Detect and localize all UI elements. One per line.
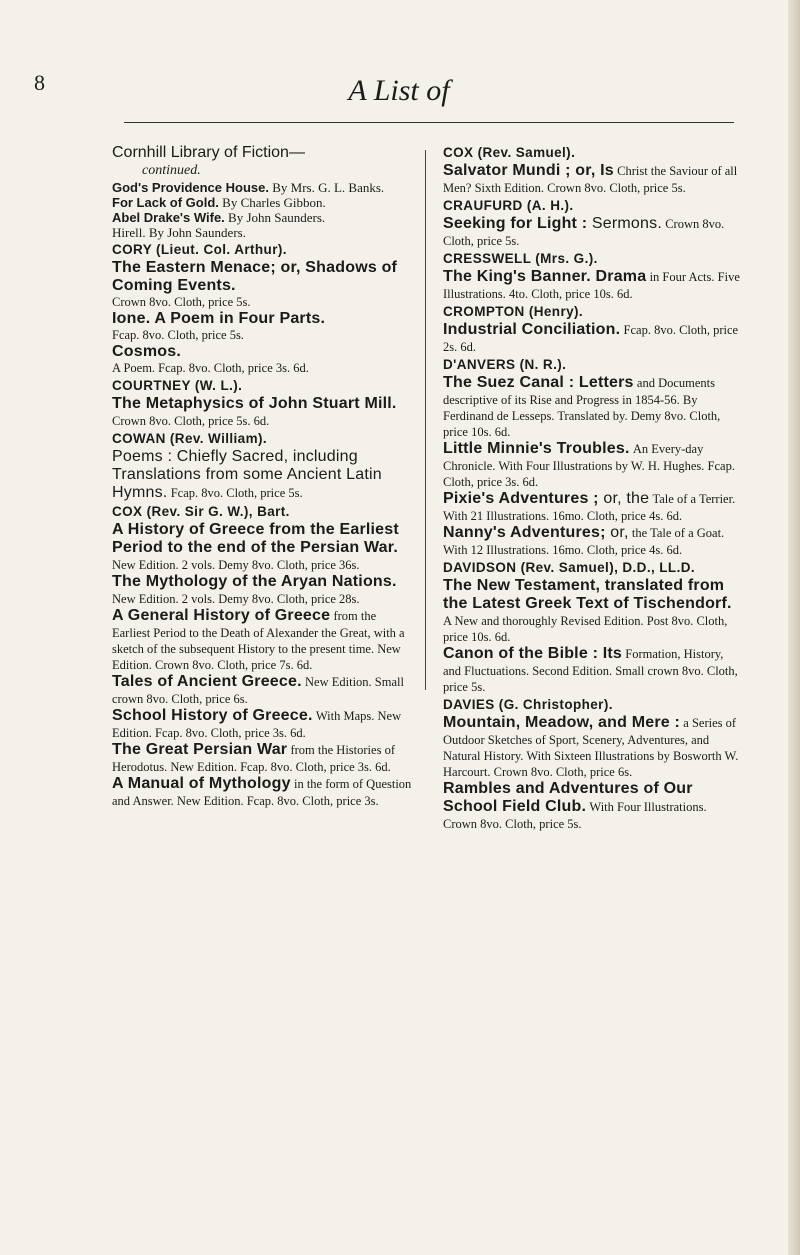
work-description: A Poem. Fcap. 8vo. Cloth, price 3s. 6d.	[112, 361, 309, 375]
work-description: Fcap. 8vo. Cloth, price 5s.	[170, 486, 303, 500]
column-divider	[425, 150, 426, 690]
work-title: Canon of the Bible :	[443, 645, 599, 662]
fiction-entry	[112, 195, 412, 210]
work-description: from the Earliest Period to the Death of Alexander the Great, with a sketch of the subsequent History to the present time. New Edition. Crown 8vo. Cloth, price 7s. 6d.	[112, 609, 405, 672]
work-title-rest: or, the	[598, 490, 650, 507]
work-title-rest: Sermons.	[587, 215, 662, 232]
fiction-entry	[112, 180, 412, 195]
work-description: A New and thoroughly Revised Edition. Post 8vo. Cloth, price 10s. 6d.	[443, 614, 728, 644]
work-description: Fcap. 8vo. Cloth, price 5s.	[112, 328, 244, 342]
author-heading: CROMPTON (Henry).	[443, 304, 584, 319]
work-title: The Suez Canal :	[443, 374, 575, 391]
author-heading: COX (Rev. Sir G. W.), Bart.	[112, 504, 290, 519]
work-title: Rambles and Adventures of Our School Field Club.	[443, 780, 693, 815]
fiction-entry	[112, 225, 412, 240]
entry-author: By Charles Gibbon.	[218, 195, 326, 210]
work-description: New Edition. 2 vols. Demy 8vo. Cloth, price 36s.	[112, 558, 360, 572]
work-description: Crown 8vo. Cloth, price 5s.	[112, 295, 251, 309]
work-title: Tales of Ancient Greece.	[112, 673, 302, 690]
section-title: Cornhill Library of Fiction—	[112, 144, 305, 161]
work-title-rest: Letters	[574, 374, 634, 391]
entry-author: By John Saunders.	[145, 225, 246, 240]
entry-title: For Lack of Gold.	[112, 195, 219, 210]
author-heading: CRESSWELL (Mrs. G.).	[443, 251, 598, 266]
work-title: Little Minnie's Troubles.	[443, 440, 630, 457]
page-number: 8	[34, 70, 45, 95]
work-title: The Mythology of the Aryan Nations.	[112, 573, 397, 590]
entry-title: Abel Drake's Wife.	[112, 210, 225, 225]
header-rule	[124, 122, 734, 123]
work-description: Crown 8vo. Cloth, price 5s. 6d.	[112, 414, 270, 428]
author-heading: D'ANVERS (N. R.).	[443, 357, 567, 372]
page-edge	[788, 0, 800, 1255]
entry-author: By Mrs. G. L. Banks.	[268, 180, 385, 195]
work-description: Crown 8vo. Cloth, price 5s.	[443, 217, 725, 248]
author-heading: DAVIES (G. Christopher).	[443, 697, 613, 712]
running-head: A List of	[348, 74, 450, 107]
fiction-entry	[112, 210, 412, 225]
work-title: Cosmos.	[112, 343, 181, 360]
work-title-rest: Its	[598, 645, 623, 662]
left-column	[112, 143, 412, 809]
author-heading: COX (Rev. Samuel).	[443, 145, 576, 160]
page-header	[34, 70, 764, 130]
work-title-rest: or,	[605, 524, 629, 541]
right-column	[443, 143, 740, 832]
work-title: Nanny's Adventures;	[443, 524, 606, 541]
work-title: Salvator Mundi ; or, Is	[443, 162, 614, 179]
work-description: Fcap. 8vo. Cloth, price 2s. 6d.	[443, 323, 739, 354]
work-description: With Maps. New Edition. Fcap. 8vo. Cloth, price 3s. 6d.	[112, 709, 402, 740]
work-title: School History of Greece.	[112, 707, 313, 724]
work-title: Mountain, Meadow, and Mere :	[443, 714, 681, 731]
work-title: A General History of Greece	[112, 607, 331, 624]
work-description: in the form of Question and Answer. New Edition. Fcap. 8vo. Cloth, price 3s.	[112, 777, 412, 808]
work-title: Poems : Chiefly Sacred, including Translations from some Ancient Latin Hymns.	[112, 448, 382, 501]
author-heading: DAVIDSON (Rev. Samuel), D.D., LL.D.	[443, 560, 696, 575]
work-title: The New Testament, translated from the Latest Greek Text of Tischendorf.	[443, 577, 732, 612]
work-description: Formation, History, and Fluctuations. Second Edition. Small crown 8vo. Cloth, price 5s.	[443, 647, 738, 694]
work-title: A Manual of Mythology	[112, 775, 291, 792]
work-title: Industrial Conciliation.	[443, 321, 621, 338]
work-description: from the Histories of Herodotus. New Edition. Fcap. 8vo. Cloth, price 3s. 6d.	[112, 743, 395, 774]
work-title: Seeking for Light :	[443, 215, 588, 232]
work-title-rest: Drama	[590, 268, 647, 285]
work-description: An Every-day Chronicle. With Four Illustrations by W. H. Hughes. Fcap. Cloth, price 3s. 6d.	[443, 442, 735, 489]
entry-author: By John Saunders.	[224, 210, 326, 225]
work-title: Ione. A Poem in Four Parts.	[112, 310, 326, 327]
work-description: and Documents descriptive of its Rise and Progress in 1854-56. By Ferdinand de Lesseps. Translated by. Demy 8vo. Cloth, price 10s. 6d.	[443, 376, 721, 439]
work-description: Christ the Saviour of all Men? Sixth Edition. Crown 8vo. Cloth, price 5s.	[443, 164, 738, 195]
work-description: in Four Acts. Five Illustrations. 4to. Cloth, price 10s. 6d.	[443, 270, 740, 301]
author-heading: COWAN (Rev. William).	[112, 431, 268, 446]
work-title: The King's Banner.	[443, 268, 591, 285]
work-description: With Four Illustrations. Crown 8vo. Cloth, price 5s.	[443, 800, 707, 831]
entry-title: Hirell.	[112, 225, 146, 240]
section-continued: continued.	[142, 163, 201, 178]
work-description: New Edition. Small crown 8vo. Cloth, price 6s.	[112, 675, 404, 706]
work-title: The Eastern Menace; or, Shadows of Coming Events.	[112, 259, 398, 294]
work-description: the Tale of a Goat. With 12 Illustrations. 16mo. Cloth, price 4s. 6d.	[443, 526, 725, 557]
work-title: A History of Greece from the Earliest Period to the end of the Persian War.	[112, 521, 399, 556]
work-title: The Great Persian War	[112, 741, 288, 758]
work-description: a Series of Outdoor Sketches of Sport, Scenery, Adventures, and Natural History. With Sixteen Illustrations by Bosworth W. Harcourt. Crown 8vo. Cloth, price 6s.	[443, 716, 739, 779]
author-heading: CORY (Lieut. Col. Arthur).	[112, 242, 287, 257]
work-title: Pixie's Adventures ;	[443, 490, 599, 507]
work-description: Tale of a Terrier. With 21 Illustrations. 16mo. Cloth, price 4s. 6d.	[443, 492, 736, 523]
work-title: The Metaphysics of John Stuart Mill.	[112, 395, 397, 412]
author-heading: CRAUFURD (A. H.).	[443, 198, 574, 213]
work-description: New Edition. 2 vols. Demy 8vo. Cloth, price 28s.	[112, 592, 360, 606]
entry-title: God's Providence House.	[112, 180, 269, 195]
author-heading: COURTNEY (W. L.).	[112, 378, 243, 393]
